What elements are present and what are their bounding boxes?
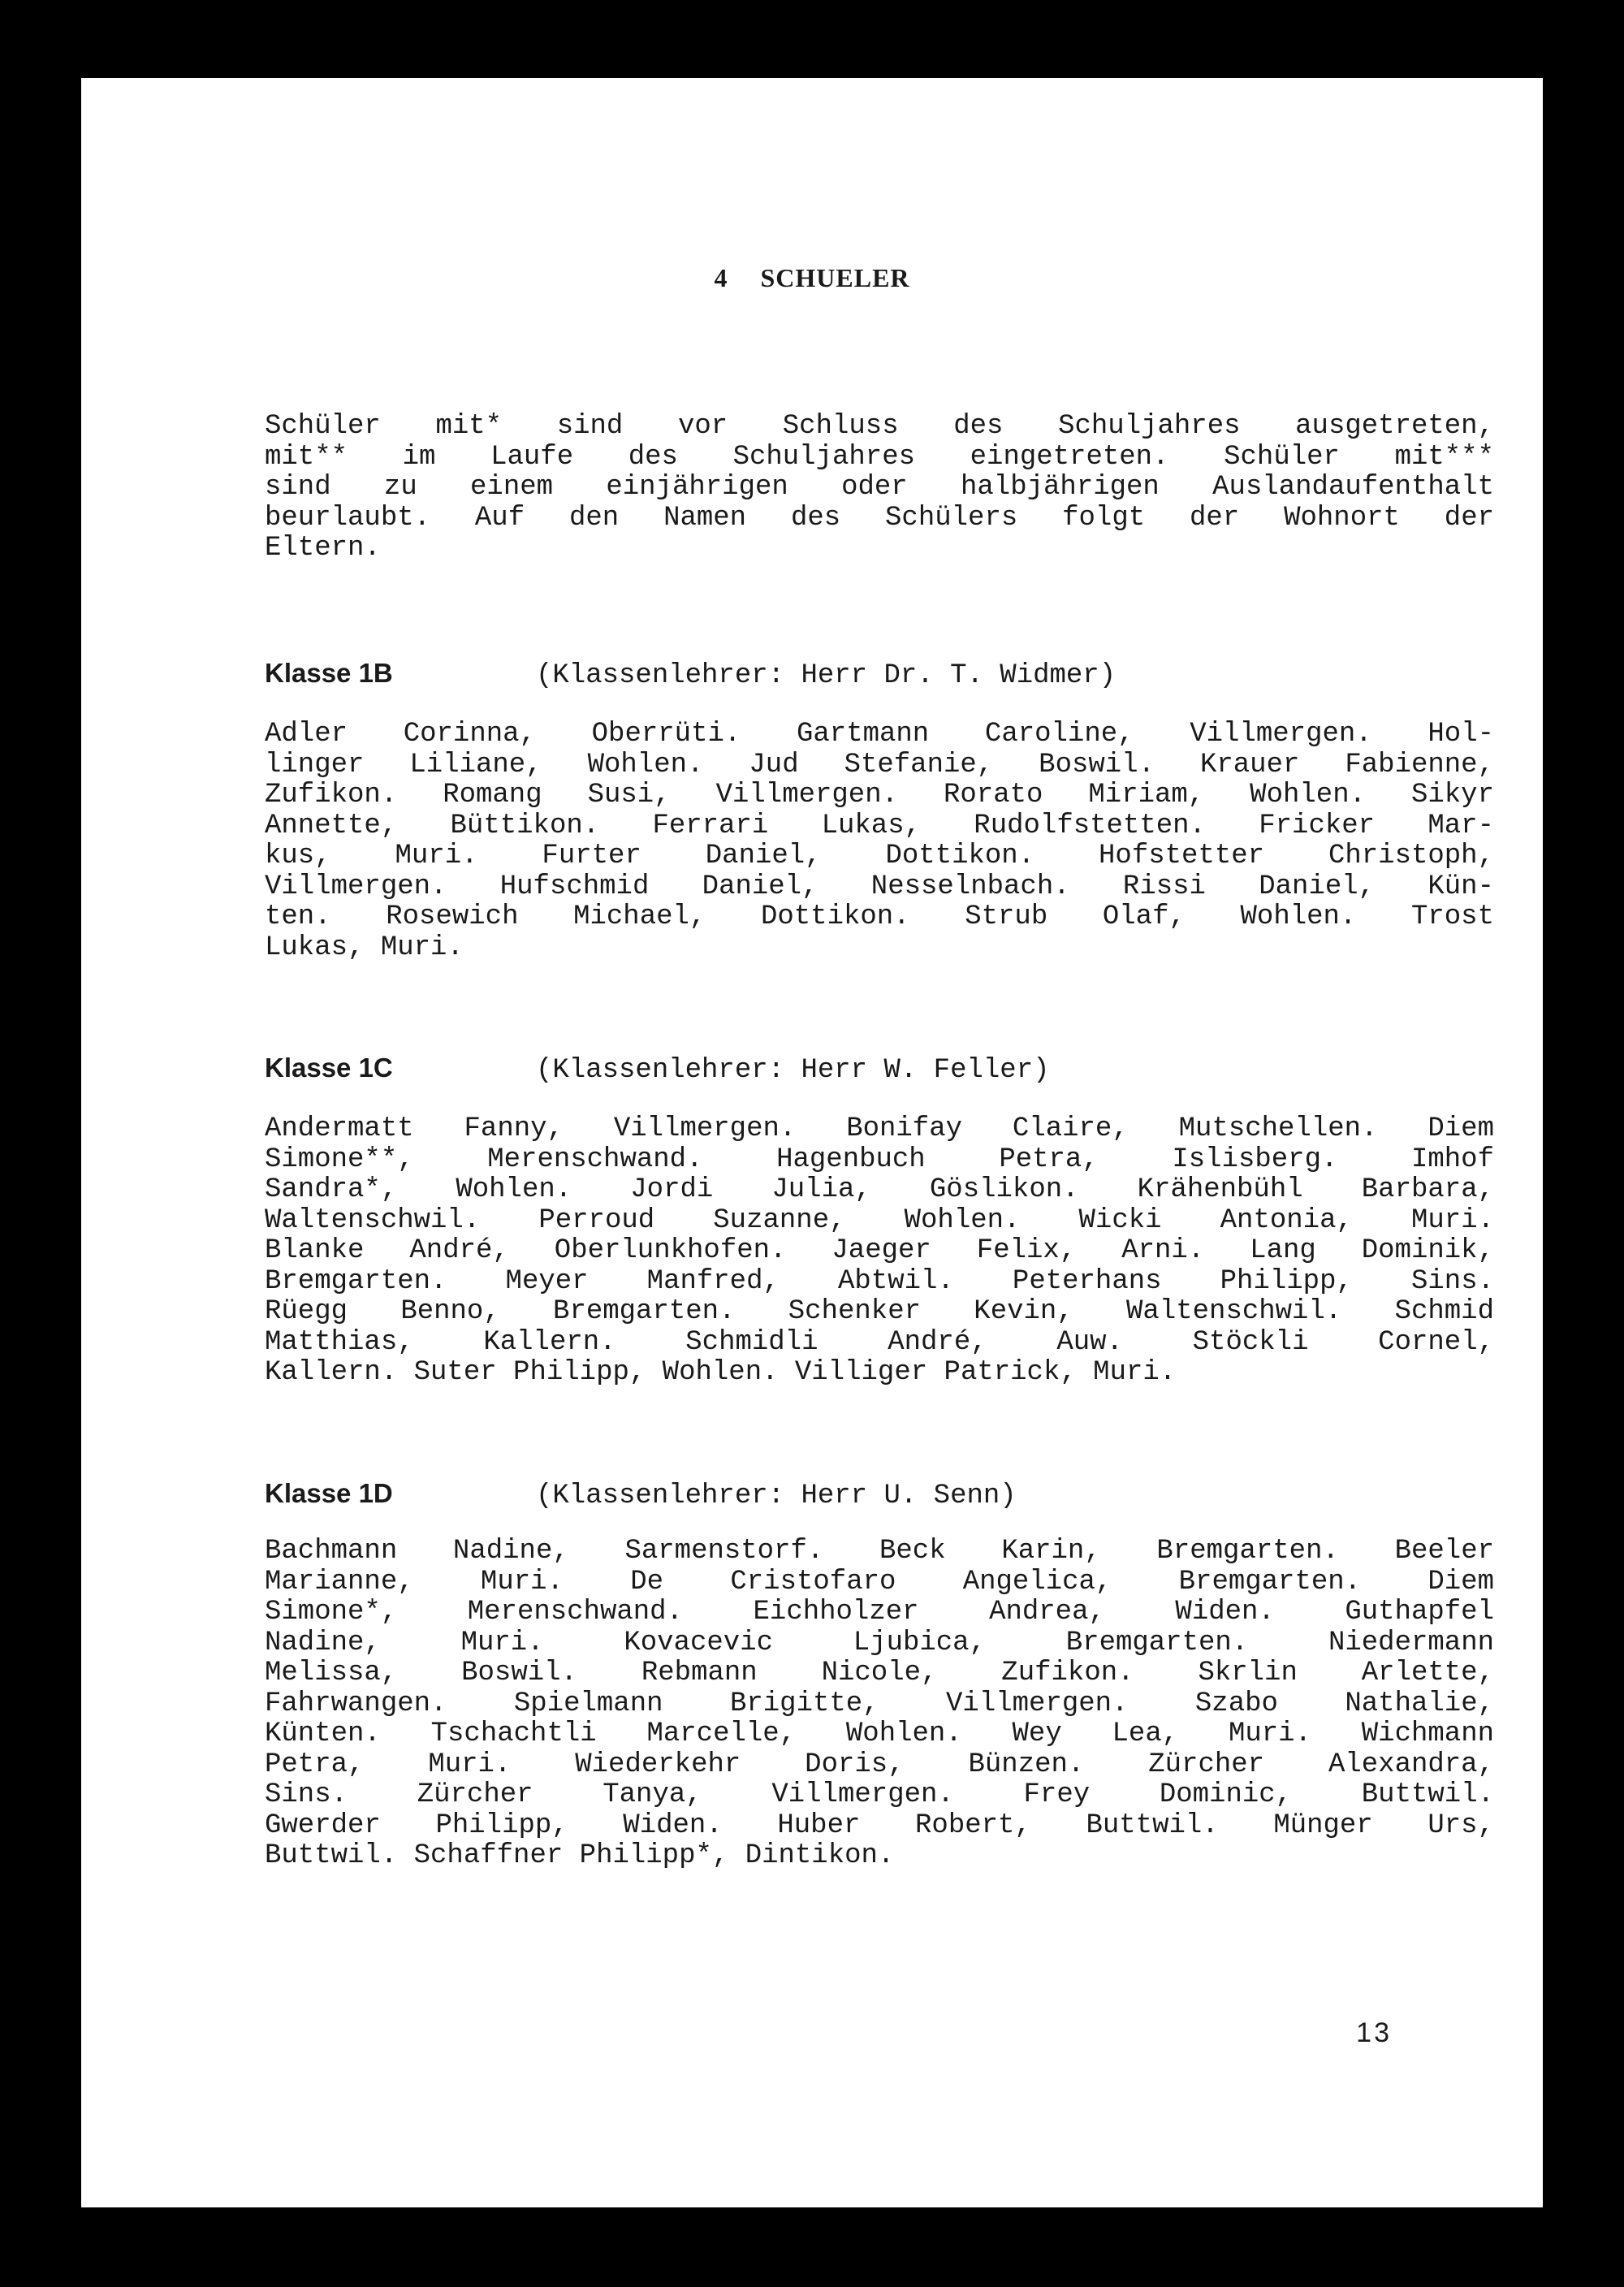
- class-1c-header: [265, 1053, 1494, 1086]
- student-line: Marianne, Muri. De Cristofaro Angelica, Bremgarten. Diem: [265, 1566, 1494, 1597]
- student-line: Nadine, Muri. Kovacevic Ljubica, Bremgarten. Niedermann: [265, 1627, 1494, 1658]
- student-line: Andermatt Fanny, Villmergen. Bonifay Claire, Mutschellen. Diem: [265, 1113, 1494, 1144]
- student-line: Adler Corinna, Oberrüti. Gartmann Caroline, Villmergen. Hol-: [265, 719, 1494, 750]
- student-line: Gwerder Philipp, Widen. Huber Robert, Buttwil. Münger Urs,: [265, 1809, 1494, 1841]
- student-line: Annette, Büttikon. Ferrari Lukas, Rudolfstetten. Fricker Mar-: [265, 810, 1494, 841]
- class-1d-header: [265, 1478, 1494, 1511]
- document-page: [81, 78, 1543, 2207]
- student-line: ten. Rosewich Michael, Dottikon. Strub Olaf, Wohlen. Trost: [265, 901, 1494, 932]
- class-label: Klasse 1D: [265, 1478, 393, 1508]
- intro-line: sind zu einem einjährigen oder halbjährigen Auslandaufenthalt: [265, 472, 1494, 503]
- intro-paragraph: [265, 412, 1494, 564]
- class-teacher: (Klassenlehrer: Herr U. Senn): [536, 1481, 1017, 1511]
- intro-line: Schüler mit* sind vor Schluss des Schuljahres ausgetreten,: [265, 411, 1494, 442]
- student-line: Zufikon. Romang Susi, Villmergen. Rorato Miriam, Wohlen. Sikyr: [265, 780, 1494, 811]
- intro-line: mit** im Laufe des Schuljahres eingetreten. Schüler mit***: [265, 441, 1494, 473]
- student-line: Petra, Muri. Wiederkehr Doris, Bünzen. Zürcher Alexandra,: [265, 1749, 1494, 1780]
- section-title: SCHUELER: [760, 263, 910, 292]
- student-line: kus, Muri. Furter Daniel, Dottikon. Hofstetter Christoph,: [265, 841, 1494, 871]
- intro-line: Eltern.: [265, 533, 381, 564]
- intro-line: beurlaubt. Auf den Namen des Schülers folgt der Wohnort der: [265, 502, 1494, 534]
- student-line: Sandra*, Wohlen. Jordi Julia, Göslikon. Krähenbühl Barbara,: [265, 1174, 1494, 1205]
- student-line: Blanke André, Oberlunkhofen. Jaeger Felix, Arni. Lang Dominik,: [265, 1235, 1494, 1266]
- student-line: Künten. Tschachtli Marcelle, Wohlen. Wey Lea, Muri. Wichmann: [265, 1718, 1494, 1749]
- student-line: Fahrwangen. Spielmann Brigitte, Villmergen. Szabo Nathalie,: [265, 1688, 1494, 1719]
- class-1c-students: [265, 1114, 1494, 1389]
- student-line: Simone*, Merenschwand. Eichholzer Andrea, Widen. Guthapfel: [265, 1597, 1494, 1628]
- page-number: 13: [1356, 2017, 1392, 2048]
- class-label: Klasse 1C: [265, 1053, 393, 1083]
- student-line: Villmergen. Hufschmid Daniel, Nesselnbach. Rissi Daniel, Kün-: [265, 871, 1494, 902]
- student-line: Simone**, Merenschwand. Hagenbuch Petra, Islisberg. Imhof: [265, 1144, 1494, 1175]
- student-line: Kallern. Suter Philipp, Wohlen. Villiger Patrick, Muri.: [265, 1357, 1177, 1388]
- student-line: linger Liliane, Wohlen. Jud Stefanie, Boswil. Krauer Fabienne,: [265, 749, 1494, 780]
- student-line: Sins. Zürcher Tanya, Villmergen. Frey Dominic, Buttwil.: [265, 1779, 1494, 1810]
- student-line: Waltenschwil. Perroud Suzanne, Wohlen. Wicki Antonia, Muri.: [265, 1204, 1494, 1236]
- student-line: Bremgarten. Meyer Manfred, Abtwil. Peterhans Philipp, Sins.: [265, 1265, 1494, 1297]
- class-teacher: (Klassenlehrer: Herr Dr. T. Widmer): [536, 660, 1116, 691]
- student-line: Melissa, Boswil. Rebmann Nicole, Zufikon. Skrlin Arlette,: [265, 1658, 1494, 1688]
- class-1b-students: [265, 720, 1494, 963]
- class-1d-students: [265, 1537, 1494, 1872]
- section-number: 4: [714, 263, 728, 292]
- student-line: Bachmann Nadine, Sarmenstorf. Beck Karin, Bremgarten. Beeler: [265, 1536, 1494, 1567]
- student-line: Buttwil. Schaffner Philipp*, Dintikon.: [265, 1840, 895, 1871]
- student-line: Matthias, Kallern. Schmidli André, Auw. Stöckli Cornel,: [265, 1326, 1494, 1358]
- student-line: Lukas, Muri.: [265, 932, 464, 963]
- class-teacher: (Klassenlehrer: Herr W. Feller): [536, 1055, 1050, 1086]
- class-label: Klasse 1B: [265, 658, 393, 688]
- student-line: Rüegg Benno, Bremgarten. Schenker Kevin, Waltenschwil. Schmid: [265, 1296, 1494, 1327]
- class-1b-header: [265, 658, 1494, 691]
- section-heading: [81, 263, 1543, 293]
